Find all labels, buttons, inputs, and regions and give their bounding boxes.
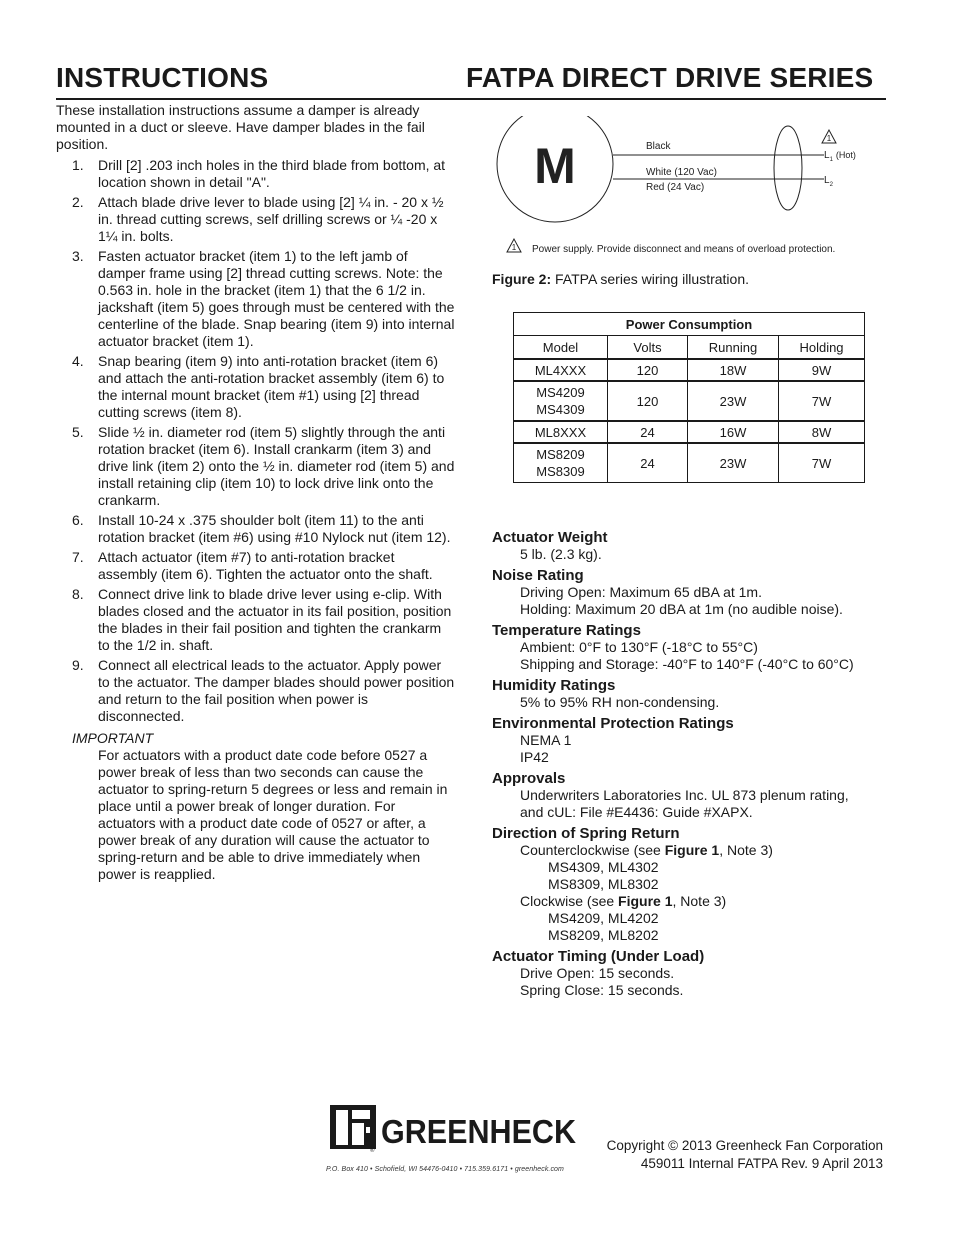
step-item <box>56 657 456 725</box>
l1-label: $L_1$ (Hot) <box>824 150 856 163</box>
instructions-column <box>56 102 456 883</box>
weight-heading: Actuator Weight <box>492 529 608 546</box>
spec-line: 5% to 95% RH non-condensing. <box>520 694 720 710</box>
running-cell: 23W <box>688 381 779 421</box>
model-cell: ML8XXX <box>514 421 608 443</box>
table-row <box>514 443 865 483</box>
running-cell: 23W <box>688 443 779 483</box>
volts-cell: 120 <box>608 381 688 421</box>
step-item <box>56 549 456 583</box>
humidity-heading: Humidity Ratings <box>492 677 616 694</box>
spec-line: 5 lb. (2.3 kg). <box>520 546 602 562</box>
spec-line: Ambient: 0°F to 130°F (-18°C to 55°C) <box>520 639 758 655</box>
column-header: Volts <box>608 336 688 360</box>
step-item <box>56 157 456 191</box>
figure-caption <box>492 271 749 287</box>
step-item <box>56 512 456 546</box>
step-item <box>56 248 456 350</box>
table-row <box>514 421 865 443</box>
holding-cell: 9W <box>779 359 865 381</box>
spec-line: and cUL: File #E4436: Guide #XAPX. <box>520 804 753 820</box>
page-title-left: INSTRUCTIONS <box>56 62 269 93</box>
table-row <box>514 381 865 421</box>
header-rule <box>56 98 886 100</box>
running-cell: 18W <box>688 359 779 381</box>
logo-wordmark: GREENHECK <box>381 1113 577 1150</box>
step-text: Install 10-24 x .375 shoulder bolt (item 11) to the anti rotation bracket (item #6) using #10 Nylock nut (item 12). <box>98 512 451 545</box>
important-text: For actuators with a product date code before 0527 a power break of less than two seconds can cause the actuator to spring-return 5 degrees or less and remain in place until a power break of longer duration. For actuators with a product date code of 0527 or after, a power break of any duration will cause the actuator to spring-return and be able to drive immediately when power is reapplied. <box>98 747 448 882</box>
wire-black-label: Black <box>646 141 671 152</box>
step-text: Attach actuator (item #7) to anti-rotation bracket assembly (item 6). Tighten the actuator onto the shaft. <box>98 549 433 582</box>
holding-cell: 8W <box>779 421 865 443</box>
spec-line: NEMA 1 <box>520 732 572 748</box>
spec-line: Clockwise (see Figure 1, Note 3) <box>520 893 727 909</box>
company-address: P.O. Box 410 • Schofield, WI 54476-0410 • 715.359.6171 • greenheck.com <box>326 1166 564 1173</box>
model-line: MS8309, ML8302 <box>548 876 659 892</box>
important-label: IMPORTANT <box>72 730 154 746</box>
spec-line: Holding: Maximum 20 dBA at 1m (no audible noise). <box>520 601 843 617</box>
noise-heading: Noise Rating <box>492 567 584 584</box>
step-number: 3. <box>72 248 84 264</box>
wiring-diagram <box>490 116 886 266</box>
model-line: MS4309, ML4302 <box>548 859 659 875</box>
model-cell: MS4209 MS4309 <box>514 381 608 421</box>
model-line: MS8209, ML8202 <box>548 927 659 943</box>
step-text: Connect all electrical leads to the actuator. Apply power to the actuator. The damper blades should power position and return to the fail position when power is disconnected. <box>98 657 455 724</box>
spec-line: Counterclockwise (see Figure 1, Note 3) <box>520 842 773 858</box>
spring-return-heading: Direction of Spring Return <box>492 825 680 842</box>
greenheck-logo <box>326 1102 578 1154</box>
spec-line: Drive Open: 15 seconds. <box>520 965 675 981</box>
step-number: 7. <box>72 549 84 565</box>
holding-cell: 7W <box>779 381 865 421</box>
figure-caption-label: Figure 2: <box>492 271 552 287</box>
warning-triangle-number: 1 <box>511 243 517 252</box>
wire-white-label: White (120 Vac) <box>646 167 717 178</box>
table-title: Power Consumption <box>514 313 865 336</box>
step-text: Snap bearing (item 9) into anti-rotation bracket (item 6) and attach the anti-rotation bracket assembly (item 6) to the internal mount bracket (item #1) using [2] thread cutting screws (item 8). <box>98 353 445 420</box>
model-cell: ML4XXX <box>514 359 608 381</box>
intro-paragraph: These installation instructions assume a damper is already mounted in a duct or sleeve. Have damper blades in the fail position. <box>56 102 425 152</box>
step-item <box>56 194 456 245</box>
spec-line: Underwriters Laboratories Inc. UL 873 plenum rating, <box>520 787 849 803</box>
step-number: 9. <box>72 657 84 673</box>
step-item <box>56 424 456 509</box>
spec-line: Driving Open: Maximum 65 dBA at 1m. <box>520 584 762 600</box>
table-header-row <box>514 336 865 360</box>
step-text: Slide ½ in. diameter rod (item 5) slightly through the anti rotation bracket (item 6). Install crankarm (item 3) and drive link (item 2) onto the ½ in. diameter rod (item 5) and install retaining clip (item 10) to lock drive link onto the crankarm. <box>98 424 455 508</box>
svg-text:®: ® <box>370 1148 375 1154</box>
power-consumption-table <box>513 312 865 483</box>
running-cell: 16W <box>688 421 779 443</box>
step-text: Fasten actuator bracket (item 1) to the left jamb of damper frame using [2] thread cutting screws. Note: the 0.563 in. hole in the bracket (item 1) that the 6 1/2 in. jackshaft (item 5) goes through must be centered with the centerline of the blade. Snap bearing (item 9) into internal actuator bracket (item 1). <box>98 248 455 349</box>
column-header: Holding <box>779 336 865 360</box>
step-number: 4. <box>72 353 84 369</box>
step-number: 5. <box>72 424 84 440</box>
step-item <box>56 353 456 421</box>
document-id-line: 459011 Internal FATPA Rev. 9 April 2013 <box>640 1156 883 1171</box>
l2-label: $L_2$ <box>824 175 833 188</box>
copyright-block <box>583 1137 883 1173</box>
temperature-heading: Temperature Ratings <box>492 622 641 639</box>
spec-line: Shipping and Storage: -40°F to 140°F (-40°C to 60°C) <box>520 656 854 672</box>
model-cell: MS8209 MS8309 <box>514 443 608 483</box>
instruction-steps <box>56 157 456 725</box>
step-text: Attach blade drive lever to blade using [2] ¼ in. - 20 x ½ in. thread cutting screws, self drilling screws or ¼ -20 x 1¼ in. bolts. <box>98 194 444 244</box>
power-supply-note: Power supply. Provide disconnect and means of overload protection. <box>532 244 836 255</box>
table-row <box>514 359 865 381</box>
step-item <box>56 586 456 654</box>
holding-cell: 7W <box>779 443 865 483</box>
junction-ellipse <box>774 126 802 210</box>
spec-line: Spring Close: 15 seconds. <box>520 982 684 998</box>
page-title-right: FATPA DIRECT DRIVE SERIES <box>466 62 874 93</box>
column-header: Running <box>688 336 779 360</box>
spec-line: IP42 <box>520 749 549 765</box>
copyright-line: Copyright © 2013 Greenheck Fan Corporation <box>606 1138 883 1153</box>
figure-caption-text: FATPA series wiring illustration. <box>551 271 750 287</box>
step-text: Drill [2] .203 inch holes in the third blade from bottom, at location shown in detail "A". <box>98 157 446 190</box>
step-number: 6. <box>72 512 84 528</box>
wire-red-label: Red (24 Vac) <box>646 182 705 193</box>
model-line: MS4209, ML4202 <box>548 910 659 926</box>
volts-cell: 24 <box>608 421 688 443</box>
step-number: 2. <box>72 194 84 210</box>
timing-heading: Actuator Timing (Under Load) <box>492 948 705 965</box>
approvals-heading: Approvals <box>492 770 566 787</box>
motor-label: M <box>534 138 576 194</box>
column-header: Model <box>514 336 608 360</box>
environmental-heading: Environmental Protection Ratings <box>492 715 734 732</box>
step-text: Connect drive link to blade drive lever using e-clip. With blades closed and the actuator in its fail position, position the blades in their fail position and tighten the crankarm to the 1/2 in. shaft. <box>98 586 452 653</box>
specifications-section <box>492 525 887 999</box>
volts-cell: 24 <box>608 443 688 483</box>
volts-cell: 120 <box>608 359 688 381</box>
step-number: 8. <box>72 586 84 602</box>
step-number: 1. <box>72 157 84 173</box>
warning-triangle-number: 1 <box>826 134 832 143</box>
